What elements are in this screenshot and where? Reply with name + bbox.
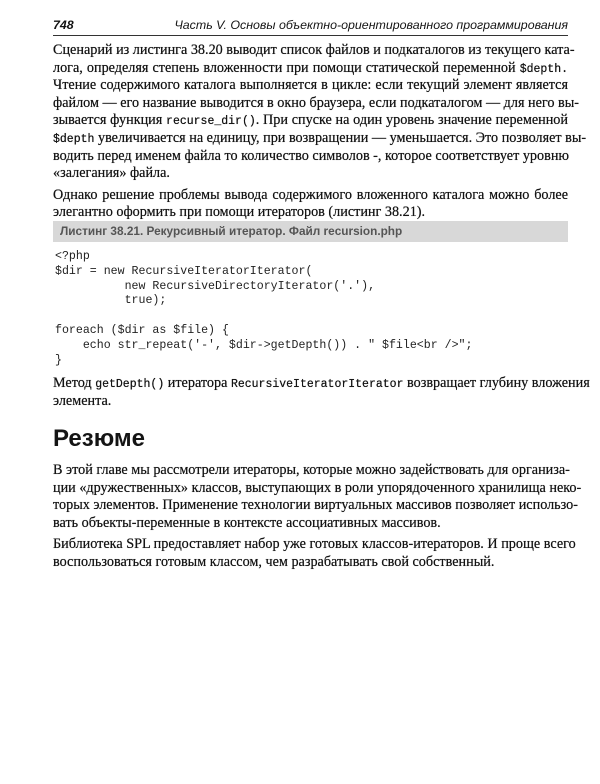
text-run: водить перед именем файла то количество символов -, которое соответствует уровню [53,147,570,164]
text-run: зывается функция [53,112,167,129]
text-run: В этой главе мы рассмотрели итераторы, которые можно задействовать для организа- [53,462,570,478]
code-line: } [55,353,62,367]
text-run: Метод [53,375,96,391]
text-line [53,462,568,480]
text-run: файлом — его название выводится в окно браузера, если подкаталогом — для него вы- [53,94,579,111]
text-run: вать объекты-переменные в контексте ассоциативных массивов. [53,514,441,531]
paragraph [53,536,576,571]
paragraph [53,375,590,410]
text-run: элегантно оформить при помощи итераторов (листинг 38.21). [53,204,426,221]
text-run: . При спуске на один уровень значение переменной [255,112,568,129]
text-line [53,129,587,148]
text-line [53,148,568,166]
code-line: <?php [55,250,90,263]
section-heading: Резюме [53,425,145,452]
text-run: Сценарий из листинга 38.20 выводит список файлов и подкаталогов из текущего ката- [53,42,575,58]
listing-caption: Листинг 38.21. Рекурсивный итератор. Файл recursion.php [53,221,568,242]
text-run: Однако решение проблемы вывода содержимого вложенного каталога можно более [53,186,568,203]
text-run: элемента. [53,392,112,409]
text-line [53,479,582,498]
code-line [55,309,472,324]
text-run: «залегания» файла. [53,165,170,182]
text-line [53,393,568,411]
text-line [53,94,579,113]
inline-code: RecursiveIteratorIterator [230,378,404,391]
text-line [53,375,590,393]
text-run: торых элементов. Применение технологии виртуальных массивов позволяет использо- [53,497,578,514]
inline-code: $depth [53,132,95,146]
text-run: лога, определяя степень вложенности при помощи статической переменной [53,59,520,76]
running-title: Часть V. Основы объектно-ориентированного программирования [174,18,568,32]
text-line [53,204,568,222]
paragraph [53,187,568,222]
text-line [53,165,568,183]
text-run: возвращает глубину вложения [403,375,590,391]
text-run: Чтение содержимого каталога выполняется в цикле: если текущий элемент является [53,77,568,94]
page-number: 748 [53,18,74,32]
text-line [53,497,578,515]
running-header [53,15,568,36]
paragraph [53,42,587,183]
code-listing [55,250,472,368]
code-line: foreach ($dir as $file) { [55,323,229,337]
text-line [53,112,568,130]
text-line [53,187,568,205]
code-line: echo str_repeat('-', $dir->getDepth()) . " $file<br />"; [55,338,473,352]
inline-code: $depth. [519,62,568,76]
summary-text [53,462,582,572]
text-run: итератора [164,375,231,391]
text-line [53,60,568,78]
text-line [53,536,576,554]
method-note [53,375,590,410]
code-line: true); [55,294,167,308]
text-run: Библиотека SPL предоставляет набор уже готовых классов-итераторов. И проще всего [53,536,576,553]
paragraph [53,462,582,532]
code-line: new RecursiveDirectoryIterator('.'), [55,279,376,293]
text-run: ции «дружественных» классов, выступающих в роли упорядоченного хранилища неко- [53,479,582,496]
text-line [53,42,575,60]
text-line [53,515,568,533]
inline-code: recurse_dir() [166,115,256,129]
inline-code: getDepth() [95,378,165,391]
code-line: $dir = new RecursiveIteratorIterator( [55,264,313,278]
text-run: увеличивается на единицу, при возвращении — уменьшается. Это позволяет вы- [94,129,587,146]
text-run: воспользоваться готовым классом, чем разрабатывать свой собственный. [53,553,495,570]
intro-text [53,42,587,222]
text-line [53,554,568,572]
text-line [53,77,568,95]
